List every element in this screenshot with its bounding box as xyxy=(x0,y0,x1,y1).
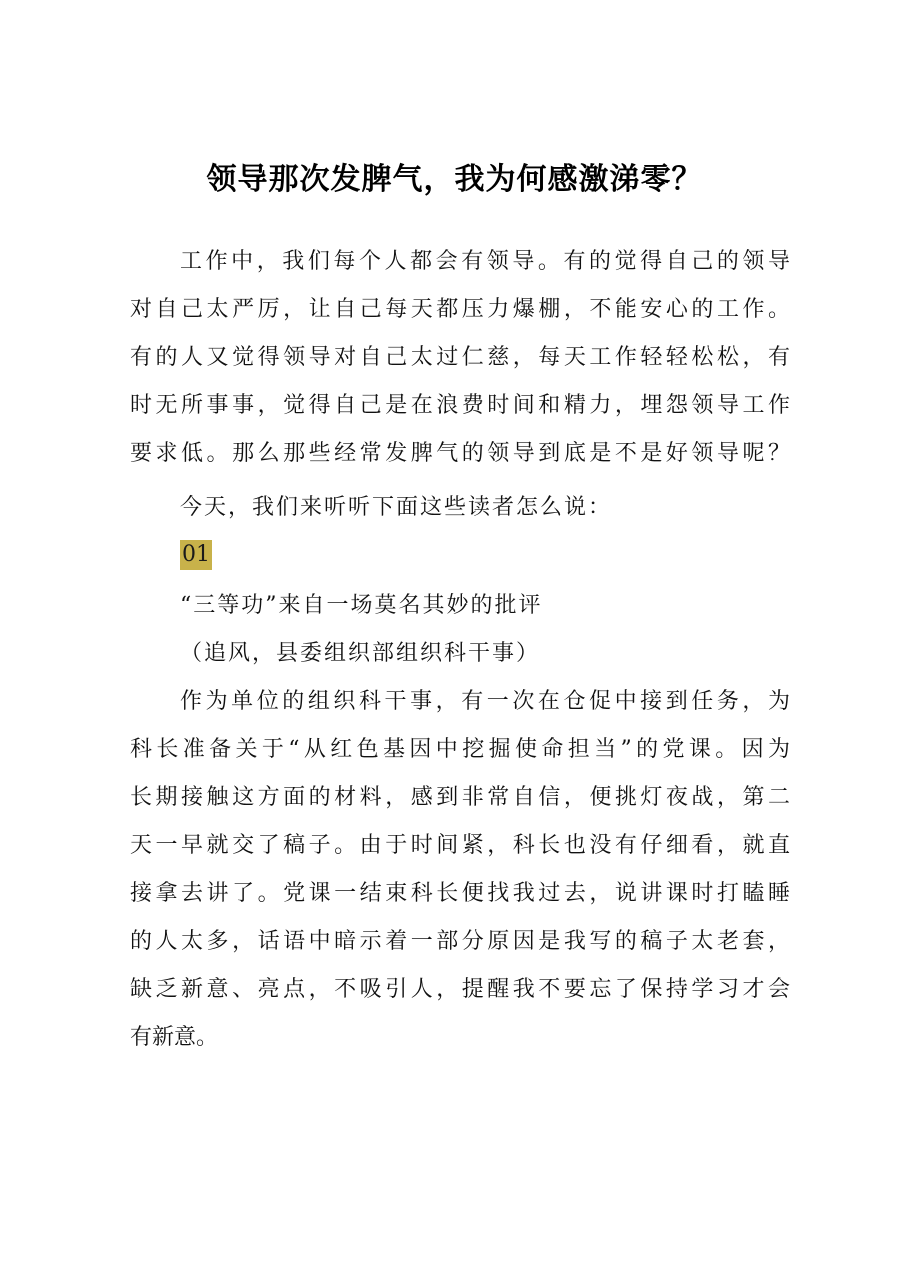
lead-in-text: 今天，我们来听听下面这些读者怎么说： xyxy=(180,495,613,520)
intro-line: 有的人又觉得领导对自己太过仁慈，每天工作轻轻松松，有 xyxy=(130,345,790,370)
document-title: 领导那次发脾气，我为何感激涕零？ xyxy=(206,162,703,197)
intro-line: 要求低。那么那些经常发脾气的领导到底是不是好领导呢？ xyxy=(130,441,790,466)
story-line: 的人太多，话语中暗示着一部分原因是我写的稿子太老套， xyxy=(130,929,790,954)
story-paragraph xyxy=(130,678,790,1062)
intro-line: 工作中，我们每个人都会有领导。有的觉得自己的领导 xyxy=(180,249,790,274)
section-title: “三等功”来自一场莫名其妙的批评 xyxy=(180,593,543,618)
story-line: 长期接触这方面的材料，感到非常自信，便挑灯夜战，第二 xyxy=(130,785,790,810)
intro-line: 时无所事事，觉得自己是在浪费时间和精力，埋怨领导工作 xyxy=(130,393,790,418)
section-number-highlight: 01 xyxy=(180,540,212,570)
story-line: 有新意。 xyxy=(130,1025,219,1050)
story-line: 作为单位的组织科干事，有一次在仓促中接到任务，为 xyxy=(180,689,790,714)
section-author: （追风，县委组织部组织科干事） xyxy=(180,641,541,666)
story-line: 缺乏新意、亮点，不吸引人，提醒我不要忘了保持学习才会 xyxy=(130,977,790,1002)
intro-paragraph xyxy=(130,238,790,478)
intro-line: 对自己太严厉，让自己每天都压力爆棚，不能安心的工作。 xyxy=(130,297,790,322)
story-line: 接拿去讲了。党课一结束科长便找我过去，说讲课时打瞌睡 xyxy=(130,881,790,906)
story-line: 天一早就交了稿子。由于时间紧，科长也没有仔细看，就直 xyxy=(130,833,790,858)
story-line: 科长准备关于“从红色基因中挖掘使命担当”的党课。因为 xyxy=(130,737,790,762)
